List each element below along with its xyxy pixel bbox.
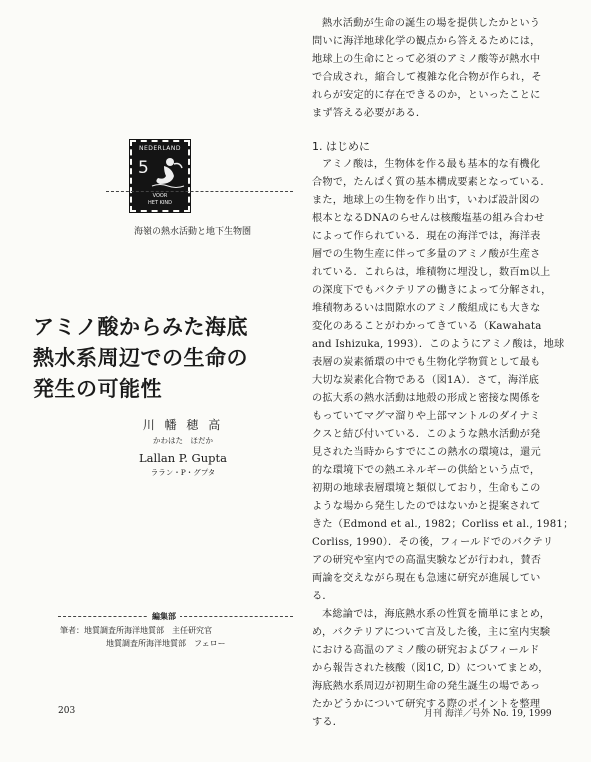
body-line: きた（Edmond et al., 1982；Corliss et al., 1981； [312,519,574,530]
mermaid-icon [150,156,186,190]
title-line: 熱水系周辺での生命の [33,346,248,370]
body-line: から報告された核酸（図1C, D）についてまとめ， [312,663,549,674]
intro-line: 熱水活動が生命の誕生の場を提供したかという [322,18,541,29]
body-line: 見された当時からすでにこの熱水の環境は，還元 [312,447,541,458]
body-line: 変化のあることがわかってきている（Kawahata [312,321,542,332]
stamp-country: NEDERLAND [138,145,182,152]
article-title [33,312,293,405]
body-line: における高温のアミノ酸の研究およびフィールド [312,645,540,656]
editorial-note [58,611,293,649]
body-line: れている．これらは，堆積物に埋没し，数百m以上 [312,267,551,278]
editorial-heading: 編集部 [148,611,180,622]
author-block [118,416,248,478]
intro-line: まず答える必要がある． [312,108,427,119]
body-line: め，バクテリアについて言及した後，主に室内実験 [312,627,551,638]
intro-line: 地球上の生命にとって必須のアミノ酸等が熱水中 [312,54,541,65]
body-line: アミノ酸は，生物体を作る最も基本的な有機化 [322,159,541,170]
section-heading: 1. はじめに [312,140,370,153]
body-line: 的な環境下での熱エネルギーの供給という点で， [312,465,541,476]
body-line: and Ishizuka, 1993）．このようにアミノ酸は，地球 [312,339,565,350]
body-line: 層での生物生産に伴って多量のアミノ酸が生産さ [312,249,541,260]
body-line: の深度下でもバクテリアの働きによって分解され， [312,285,552,296]
stamp-bottom-line-2: HET KIND [148,200,172,206]
intro-paragraph [312,15,562,123]
stamp-value: 5 [138,158,149,178]
affiliation-line: 地質調査所海洋地質部 フェロー [106,639,226,648]
author1-kana: かわはた ほだか [153,436,213,445]
body-text [312,156,574,732]
body-line: によって作られている．現在の海洋では，海洋表 [312,231,541,242]
stamp-image [130,140,190,212]
body-line: Corliss, 1990）．その後，フィールドでのバクテリ [312,537,554,548]
body-line: の拡大系の熱水活動は地殻の形成と密接な関係を [312,393,541,404]
body-line: 堆積物あるいは間隙水のアミノ酸組成にも大きな [312,303,541,314]
page-number: 203 [58,706,76,716]
title-line: アミノ酸からみた海底 [33,315,248,339]
title-line: 発生の可能性 [33,377,162,401]
intro-line: れらが安定的に存在できるのか，といったことに [312,90,541,101]
series-divider [106,191,293,192]
body-line: する． [312,717,344,728]
body-line: る． [312,591,333,602]
series-caption: 海嶺の熱水活動と地下生物圏 [134,227,252,237]
body-line: ような場から発生したのではないかと提案されて [312,501,541,512]
body-line: 根本となるDNAのらせんは核酸塩基の組み合わせ [312,213,545,224]
body-line: 合物で，たんぱく質の基本構成要素となっている． [312,177,551,188]
body-line: 海底熱水系周辺が初期生命の発生誕生の場であっ [312,681,541,692]
journal-info: 月刊 海洋／号外 No. 19, 1999 [424,709,552,719]
body-line: たかどうかについて研究する際のポイントを整理 [312,699,541,710]
body-line: また，地球上の生物を作り出す，いわば設計図の [312,195,540,206]
body-line: 本総論では，海底熱水系の性質を簡単にまとめ， [322,609,551,620]
affiliation-line: 筆者：地質調査所海洋地質部 主任研究官 [60,626,212,635]
author2-name: Lallan P. Gupta [139,451,227,465]
author1-name: 川 幡 穂 高 [142,418,224,432]
body-line: もっていてマグマ溜りや上部マントルのダイナミ [312,411,541,422]
body-line: 大切な炭素化合物である（図1A）．さて，海洋底 [312,375,540,386]
intro-line: で合成され，縮合して複雑な化合物が作られ，そ [312,72,542,83]
body-line: アの研究や室内での高温実験などが行われ，賛否 [312,555,542,566]
body-line: 両論を交えながら現在も急速に研究が進展してい [312,573,541,584]
body-line: 初期の地球表層環境と類似しており，生命もこの [312,483,541,494]
author2-kana: ララン・P・グプタ [150,468,216,477]
body-line: クスと結び付いている．このような熱水活動が発 [312,429,541,440]
body-line: 表層の炭素循環の中でも生物化学物質として最も [312,357,541,368]
intro-line: 問いに海洋地球化学の観点から答えるためには， [312,36,541,47]
stamp-bottom-line-1: VOOR [152,193,168,199]
